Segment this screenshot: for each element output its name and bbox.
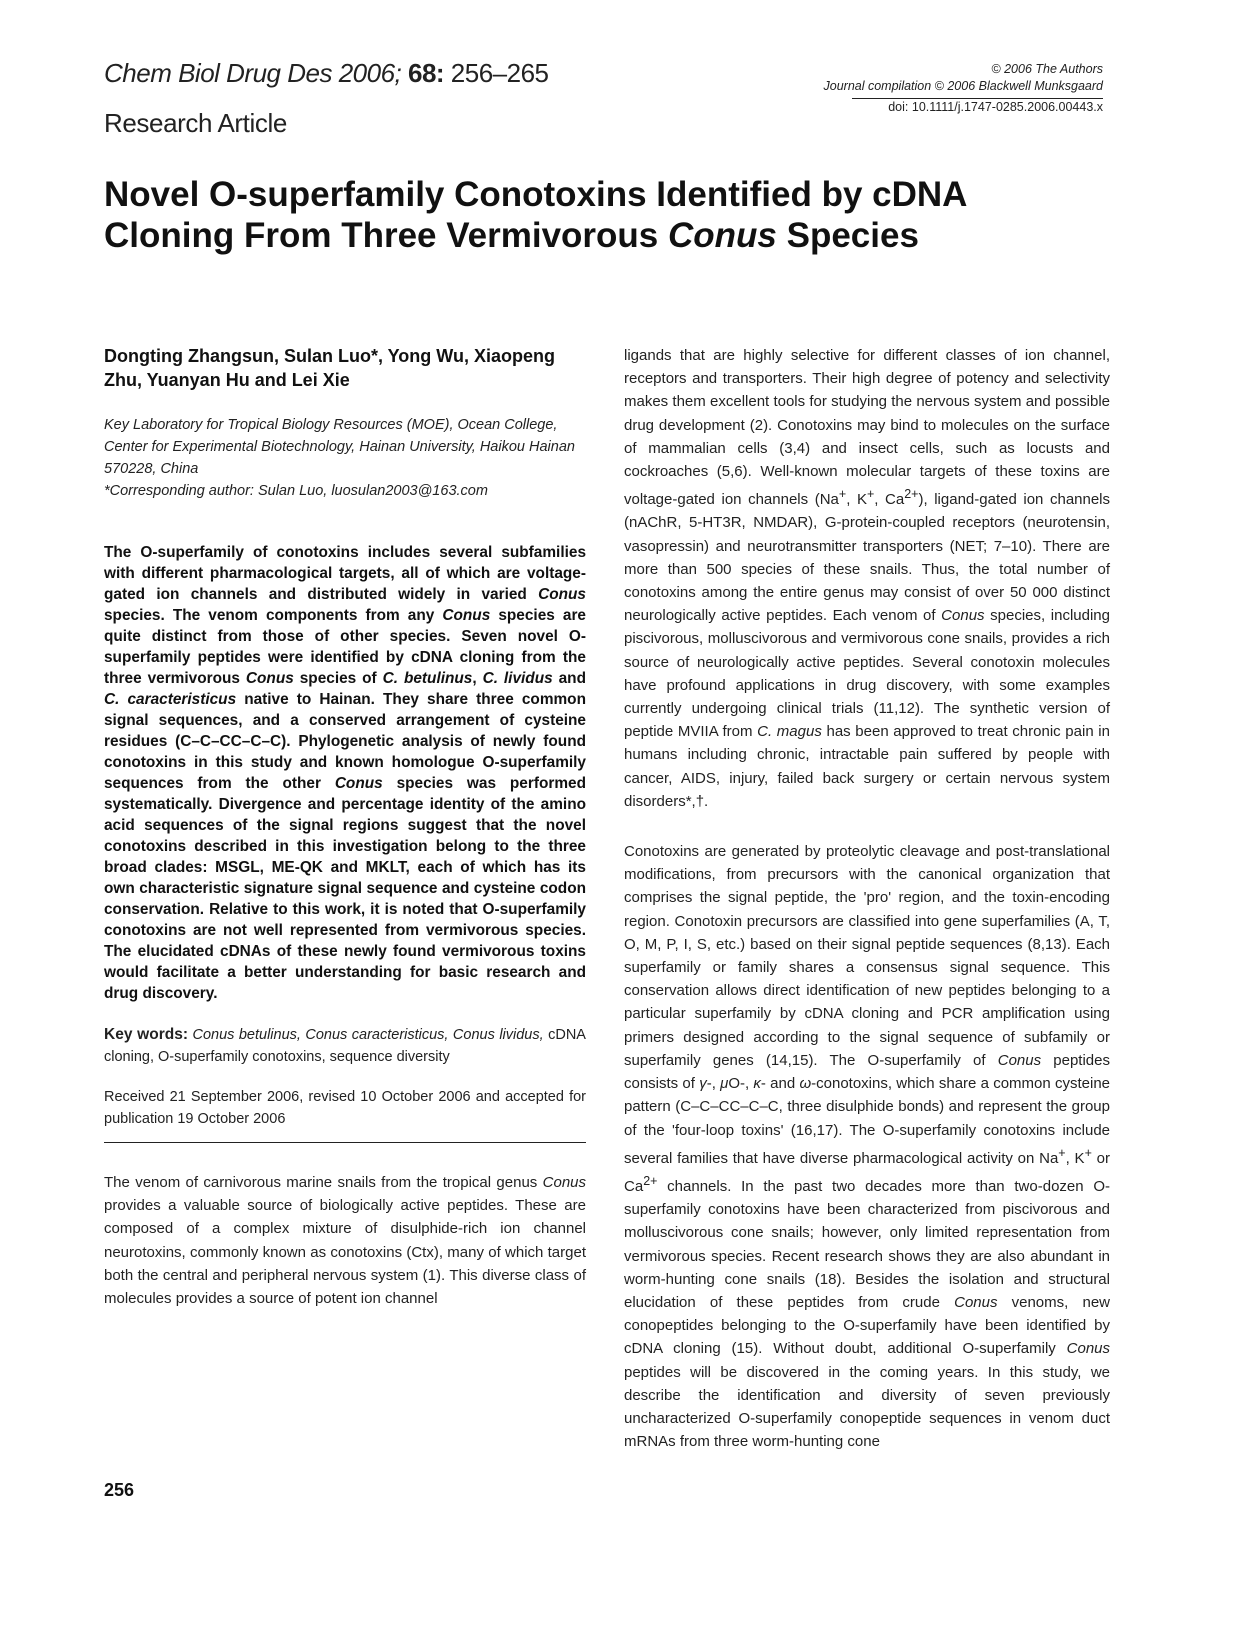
received-dates: Received 21 September 2006, revised 10 October 2006 and accepted for publication 19 October 2006	[104, 1086, 586, 1143]
article-type: Research Article	[104, 108, 287, 138]
affiliation: Key Laboratory for Tropical Biology Resources (MOE), Ocean College, Center for Experimental Biotechnology, Hainan University, Haikou Hainan 570228, China	[104, 417, 575, 477]
corresponding-author: *Corresponding author: Sulan Luo, luosulan2003@163.com	[104, 483, 488, 499]
title-italic-genus: Conus	[667, 216, 777, 255]
journal-reference	[104, 58, 549, 89]
doi-link[interactable]: doi: 10.1111/j.1747-0285.2006.00443.x	[852, 98, 1103, 114]
body-paragraph-1: ligands that are highly selective for different classes of ion channel, receptors and transporters. Their high degree of potency and selectivity makes them excellent tools for studying the nervous system and possible drug development (2). Conotoxins may bind to molecules on the surface of mammalian cells (3,4) and insect cells, such as locusts and cockroaches (5,6). Well-known molecular targets of these toxins are voltage-gated ion channels (Na+, K+, $Ca^{2+}$), ligand-gated ion channels (nAChR, 5-HT3R, NMDAR), G-protein-coupled receptors (neurotensin, vasopressin) and neurotransmitter transporters (NET; 7–10). There are more than 500 species of these snails. Thus, the total number of conotoxins among the entire genus may consist of over 50 000 distinct neurologically active peptides. Each venom of Conus species, including piscivorous, molluscivorous and vermivorous cone snails, provides a rich source of neurologically active peptides. Several conotoxin molecules have profound applications in drug discovery, with some examples currently undergoing clinical trials (11,12). The synthetic version of peptide MVIIA from C. magus has been approved to treat chronic pain in humans including chronic, intractable pain suffered by people with cancer, AIDS, injury, failed back surgery or certain nervous system disorders*,†.	[624, 347, 1111, 810]
journal-pages: 256–265	[444, 58, 549, 88]
keywords-italic: Conus betulinus, Conus caracteristicus, Conus lividus,	[192, 1027, 544, 1043]
title-text-2: Species	[776, 216, 919, 255]
copyright-notice	[824, 61, 1104, 95]
keywords	[104, 1024, 586, 1068]
abstract: The O-superfamily of conotoxins includes several subfamilies with different pharmacological targets, all of which are voltage-gated ion channels and distributed widely in varied Conus species. The venom components from any Conus species are quite distinct from those of other species. Seven novel O-superfamily peptides were identified by cDNA cloning from the three vermivorous Conus species of C. betulinus, C. lividus and C. caracteristicus native to Hainan. They share three common signal sequences, and a conserved arrangement of cysteine residues (C–C–CC–C–C). Phylogenetic analysis of newly found conotoxins in this study and known homologue O-superfamily sequences from the other Conus species was performed systematically. Divergence and percentage identity of the amino acid sequences of the signal regions suggest that the novel conotoxins described in this investigation belong to the three broad clades: MSGL, ME-QK and MKLT, each of which has its own characteristic signature signal sequence and cysteine codon conservation. Relative to this work, it is noted that O-superfamily conotoxins are not well represented from vermivorous species. The elucidated cDNAs of these newly found vermivorous toxins would facilitate a better understanding for basic research and drug discovery.	[104, 544, 586, 1002]
keywords-rest: cDNA cloning, O-superfamily conotoxins, sequence diversity	[104, 1027, 586, 1065]
copyright-line-1: © 2006 The Authors	[991, 62, 1103, 76]
left-column	[104, 344, 586, 1310]
author-list: Dongting Zhangsun, Sulan Luo*, Yong Wu, Xiaopeng Zhu, Yuanyan Hu and Lei Xie	[104, 346, 555, 390]
article-title	[104, 174, 1084, 256]
journal-volume: 68:	[408, 58, 445, 88]
title-text-1: Novel O-superfamily Conotoxins Identified by cDNA Cloning From Three Vermivorous	[104, 175, 967, 255]
body-paragraph-2: Conotoxins are generated by proteolytic cleavage and post-translational modifications, from precursors with the canonical organization that comprises the signal peptide, the 'pro' region, and the toxin-encoding region. Conotoxin precursors are classified into gene superfamilies (A, T, O, M, P, I, S, etc.) based on their signal peptide sequences (8,13). Each superfamily or family shares a consensus signal sequence. This conservation allows direct identification of new peptides belonging to a particular superfamily by cDNA cloning and PCR amplification using primers designed according to the signal sequence of subfamily or superfamily genes (14,15). The O-superfamily of Conus peptides consists of γ-, μO-, κ- and ω-conotoxins, which share a common cysteine pattern (C–C–CC–C–C, three disulphide bonds) and represent the group of the 'four-loop toxins' (16,17). The O-superfamily conotoxins include several families that have diverse pharmacological activity on Na+, K+ or $Ca^{2+}$ channels. In the past two decades more than two-dozen O-superfamily conotoxins have been characterized from piscivorous and molluscivorous cone snails; however, only limited representation from vermivorous species. Recent research shows they are also abundant in worm-hunting cone snails (18). Besides the isolation and structural elucidation of these peptides from crude Conus venoms, new conopeptides belonging to the O-superfamily have been identified by cDNA cloning (15). Without doubt, additional O-superfamily Conus peptides will be discovered in the coming years. In this study, we describe the identification and diversity of seven previously uncharacterized O-superfamily conopeptide sequences in venom duct mRNAs from three worm-hunting cone	[624, 843, 1111, 1451]
copyright-line-2: Journal compilation © 2006 Blackwell Munksgaard	[823, 79, 1103, 93]
page-number: 256	[104, 1480, 135, 1500]
right-column	[624, 344, 1110, 1453]
journal-name: Chem Biol Drug Des 2006;	[104, 58, 402, 88]
keywords-label: Key words:	[104, 1026, 188, 1043]
intro-paragraph: The venom of carnivorous marine snails from the tropical genus Conus provides a valuable source of biologically active peptides. These are composed of a complex mixture of disulphide-rich ion channel neurotoxins, commonly known as conotoxins (Ctx), many of which target both the central and peripheral nervous system (1). This diverse class of molecules provides a source of potent ion channel	[104, 1174, 586, 1308]
